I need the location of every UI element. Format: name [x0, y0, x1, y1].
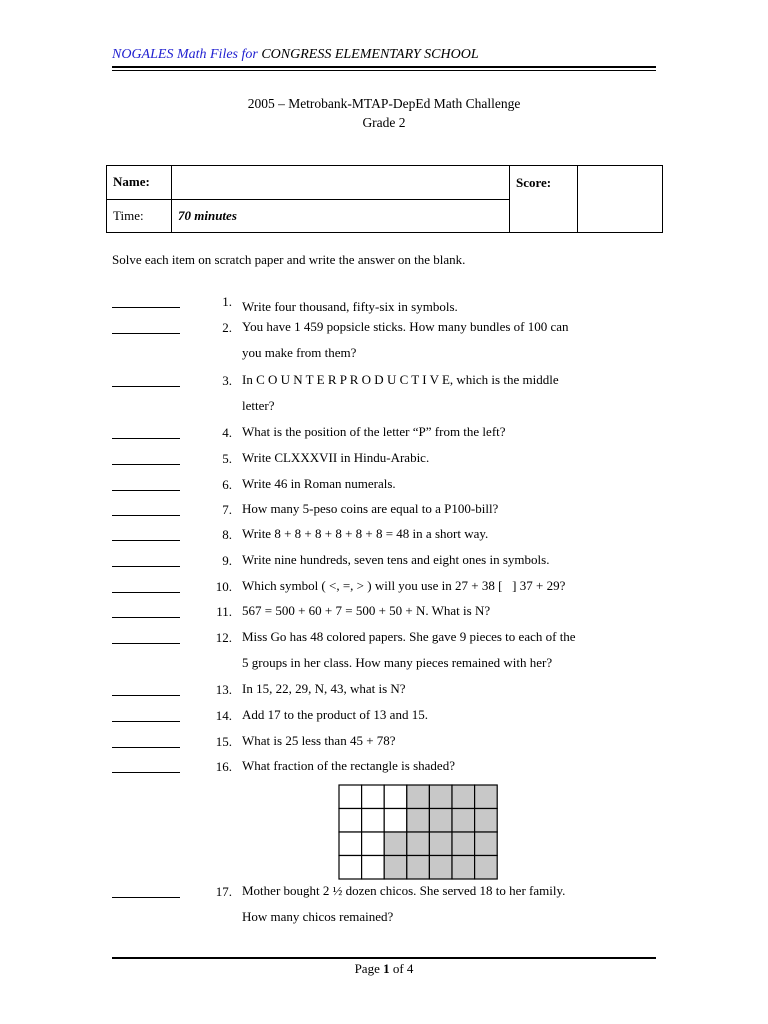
grid-cell-shaded	[407, 785, 430, 809]
answer-blank[interactable]	[112, 734, 180, 748]
answer-blank[interactable]	[112, 320, 180, 334]
answer-blank[interactable]	[112, 502, 180, 516]
grid-cell	[362, 809, 385, 833]
grid-cell-shaded	[429, 785, 452, 809]
question-text: Write 8 + 8 + 8 + 8 + 8 + 8 = 48 in a short way.	[242, 526, 489, 541]
question-text: Mother bought 2 ½ dozen chicos. She served 18 to her family.	[242, 883, 566, 898]
name-label: Name:	[107, 166, 172, 200]
answer-blank[interactable]	[112, 527, 180, 541]
grid-cell-shaded	[475, 809, 498, 833]
grid-cell-shaded	[452, 856, 475, 880]
answer-blank[interactable]	[112, 451, 180, 465]
question-text: Write CLXXXVII in Hindu-Arabic.	[242, 450, 430, 465]
answer-blank[interactable]	[112, 604, 180, 618]
question-text-cont: 5 groups in her class. How many pieces remained with her?	[242, 655, 553, 670]
question-number: 8.	[222, 527, 232, 542]
header-rule-thin	[112, 70, 656, 71]
question-text: Which symbol ( <, =, > ) will you use in 27 + 38 [ ] 37 + 29?	[242, 578, 566, 593]
answer-blank[interactable]	[112, 884, 180, 898]
grid-cell-shaded	[429, 809, 452, 833]
grid-cell-shaded	[452, 785, 475, 809]
question-text-cont: letter?	[242, 398, 275, 413]
grid-cell	[384, 785, 407, 809]
answer-blank[interactable]	[112, 759, 180, 773]
question-text: In C O U N T E R P R O D U C T I V E, which is the middle	[242, 372, 559, 387]
question-text: In 15, 22, 29, N, 43, what is N?	[242, 681, 406, 696]
question-number: 14.	[215, 708, 232, 723]
name-field[interactable]	[172, 166, 510, 200]
title-line-1: 2005 – Metrobank-MTAP-DepEd Math Challenge	[247, 96, 521, 111]
question-number: 2.	[222, 320, 232, 335]
page-footer	[112, 961, 656, 977]
question-text-cont: you make from them?	[242, 345, 357, 360]
question-text: Write nine hundreds, seven tens and eight ones in symbols.	[242, 552, 550, 567]
time-value: 70 minutes	[172, 199, 510, 233]
question-number: 10.	[215, 579, 232, 594]
footer-prefix: Page	[354, 961, 384, 976]
question-text: Write 46 in Roman numerals.	[242, 476, 396, 491]
grid-cell	[339, 785, 362, 809]
grid-cell-shaded	[475, 856, 498, 880]
score-field[interactable]	[578, 166, 663, 233]
question-number: 7.	[222, 502, 232, 517]
grid-cell-shaded	[407, 832, 430, 856]
answer-blank[interactable]	[112, 294, 180, 308]
grid-cell-shaded	[475, 785, 498, 809]
footer-rule	[112, 957, 656, 959]
question-number: 3.	[222, 373, 232, 388]
answer-blank[interactable]	[112, 579, 180, 593]
student-info-table	[106, 165, 663, 233]
document-header	[112, 47, 479, 63]
grid-cell-shaded	[452, 809, 475, 833]
grid-cell	[362, 856, 385, 880]
question-text: Add 17 to the product of 13 and 15.	[242, 707, 428, 722]
answer-blank[interactable]	[112, 708, 180, 722]
question-number: 16.	[215, 759, 232, 774]
question-number: 1.	[222, 294, 232, 309]
question-number: 9.	[222, 553, 232, 568]
grid-cell-shaded	[429, 856, 452, 880]
answer-blank[interactable]	[112, 477, 180, 491]
grid-cell	[339, 856, 362, 880]
document-title	[112, 94, 656, 132]
question-text: What fraction of the rectangle is shaded?	[242, 758, 455, 773]
footer-suffix: of 4	[389, 961, 414, 976]
grid-cell	[362, 785, 385, 809]
question-number: 6.	[222, 477, 232, 492]
page-number: 1	[383, 961, 390, 976]
question-text: Write four thousand, fifty-six in symbols.	[242, 299, 458, 314]
question-text-cont: How many chicos remained?	[242, 909, 394, 924]
answer-blank[interactable]	[112, 630, 180, 644]
answer-blank[interactable]	[112, 682, 180, 696]
grid-cell	[339, 832, 362, 856]
question-text: What is 25 less than 45 + 78?	[242, 733, 396, 748]
header-rule-thick	[112, 66, 656, 68]
grid-cell	[384, 809, 407, 833]
grid-cell-shaded	[384, 832, 407, 856]
question-text: How many 5-peso coins are equal to a P100-bill?	[242, 501, 499, 516]
grid-cell-shaded	[429, 832, 452, 856]
question-number: 17.	[215, 884, 232, 899]
grid-cell-shaded	[452, 832, 475, 856]
answer-blank[interactable]	[112, 425, 180, 439]
fraction-rectangle	[338, 784, 498, 880]
question-text: 567 = 500 + 60 + 7 = 500 + 50 + N. What is N?	[242, 603, 491, 618]
score-label: Score:	[510, 166, 578, 233]
grid-cell	[339, 809, 362, 833]
question-number: 11.	[216, 604, 232, 619]
grid-cell-shaded	[384, 856, 407, 880]
header-school: CONGRESS ELEMENTARY SCHOOL	[261, 47, 479, 62]
time-label: Time:	[107, 199, 172, 233]
grid-cell-shaded	[475, 832, 498, 856]
question-text: You have 1 459 popsicle sticks. How many bundles of 100 can	[242, 319, 569, 334]
answer-blank[interactable]	[112, 553, 180, 567]
question-text: What is the position of the letter “P” from the left?	[242, 424, 506, 439]
answer-blank[interactable]	[112, 373, 180, 387]
question-number: 13.	[215, 682, 232, 697]
question-text: Miss Go has 48 colored papers. She gave 9 pieces to each of the	[242, 629, 576, 644]
header-prefix: NOGALES Math Files for	[112, 47, 262, 62]
title-line-2: Grade 2	[362, 115, 406, 130]
grid-cell-shaded	[407, 809, 430, 833]
question-number: 15.	[215, 734, 232, 749]
grid-cell	[362, 832, 385, 856]
instructions: Solve each item on scratch paper and write the answer on the blank.	[112, 252, 466, 267]
question-number: 4.	[222, 425, 232, 440]
grid-cell-shaded	[407, 856, 430, 880]
question-number: 12.	[215, 630, 232, 645]
question-number: 5.	[222, 451, 232, 466]
